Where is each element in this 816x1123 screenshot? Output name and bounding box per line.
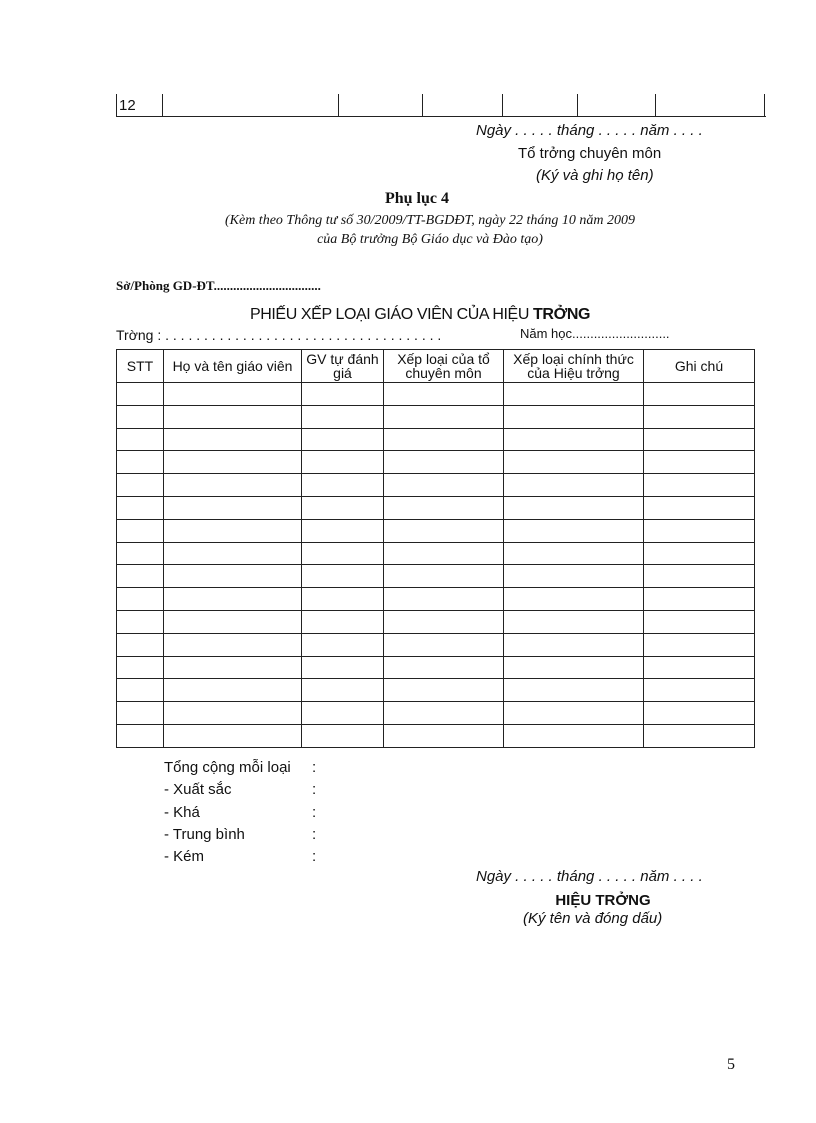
form-title-main: PHIẾU XẾP LOẠI GIÁO VIÊN CỦA HIỆU (249, 306, 534, 323)
summary-item-label: - Trung bình (164, 825, 245, 843)
appendix-line-1: (Kèm theo Thông tư số 30/2009/TT-BGDĐT, ngày 22 tháng 10 năm 2009 (224, 213, 635, 228)
table-row (117, 428, 755, 451)
header-stt: STT (117, 350, 164, 383)
header-group-rating: Xếp loại của tổ chuyên môn (384, 350, 504, 383)
appendix-line-2: của Bộ trưởng Bộ Giáo dục và Đào tạo) (317, 232, 543, 247)
summary-block (164, 757, 317, 868)
table-row (117, 405, 755, 428)
top-date-line: Ngày . . . . . tháng . . . . . năm . . . . (476, 122, 703, 139)
header-teacher-name: Họ và tên giáo viên (164, 350, 302, 383)
bottom-date-line: Ngày . . . . . tháng . . . . . năm . . . . (476, 868, 703, 885)
department-line: Sở/Phòng GD-ĐT................................. (116, 278, 321, 293)
header-notes: Ghi chú (644, 350, 755, 383)
page-number: 5 (727, 1056, 735, 1073)
summary-item-label: - Kém (164, 848, 205, 866)
table-row (117, 633, 755, 656)
table-row (117, 542, 755, 565)
summary-item-label: - Khá (164, 803, 200, 821)
header-principal-rating: Xếp loại chính thức của Hiệu trởng (504, 350, 644, 383)
previous-table-last-row (116, 94, 766, 117)
table-header-row (117, 350, 755, 383)
principal-title: HIỆU TRỞNG (555, 892, 651, 909)
form-title (0, 306, 816, 324)
header-self-assessment: GV tự đánh giá (302, 350, 384, 383)
summary-item-colon: : (312, 803, 317, 821)
top-sign-note: (Ký và ghi họ tên) (536, 167, 654, 184)
grading-table (116, 349, 755, 748)
summary-total-colon: : (312, 759, 317, 776)
table-row (117, 588, 755, 611)
table-row (117, 496, 755, 519)
bottom-sign-note: (Ký tên và đóng dấu) (523, 910, 663, 927)
school-line: Trờng : . . . . . . . . . . . . . . . . . . . . . . . . . . . . . . . . . . . . (116, 327, 442, 343)
summary-item-colon: : (312, 848, 317, 866)
appendix-title: Phụ lục 4 (384, 190, 449, 207)
table-row (117, 451, 755, 474)
summary-item-colon: : (312, 781, 317, 799)
summary-total-label: Tổng cộng mỗi loại (164, 759, 291, 776)
table-row (117, 679, 755, 702)
table-row (117, 724, 755, 747)
table-row (117, 610, 755, 633)
table-row (117, 383, 755, 406)
form-title-bold: TRỞNG (533, 306, 591, 323)
summary-item-colon: : (312, 825, 317, 843)
table-row (117, 519, 755, 542)
summary-item-label: - Xuất sắc (164, 781, 232, 799)
table-row (117, 702, 755, 725)
school-year-line: Năm học........................... (520, 326, 670, 341)
table-row (117, 656, 755, 679)
row-number: 12 (119, 97, 136, 114)
top-role: Tổ trởng chuyên môn (518, 145, 662, 162)
table-row (117, 565, 755, 588)
table-row (117, 474, 755, 497)
